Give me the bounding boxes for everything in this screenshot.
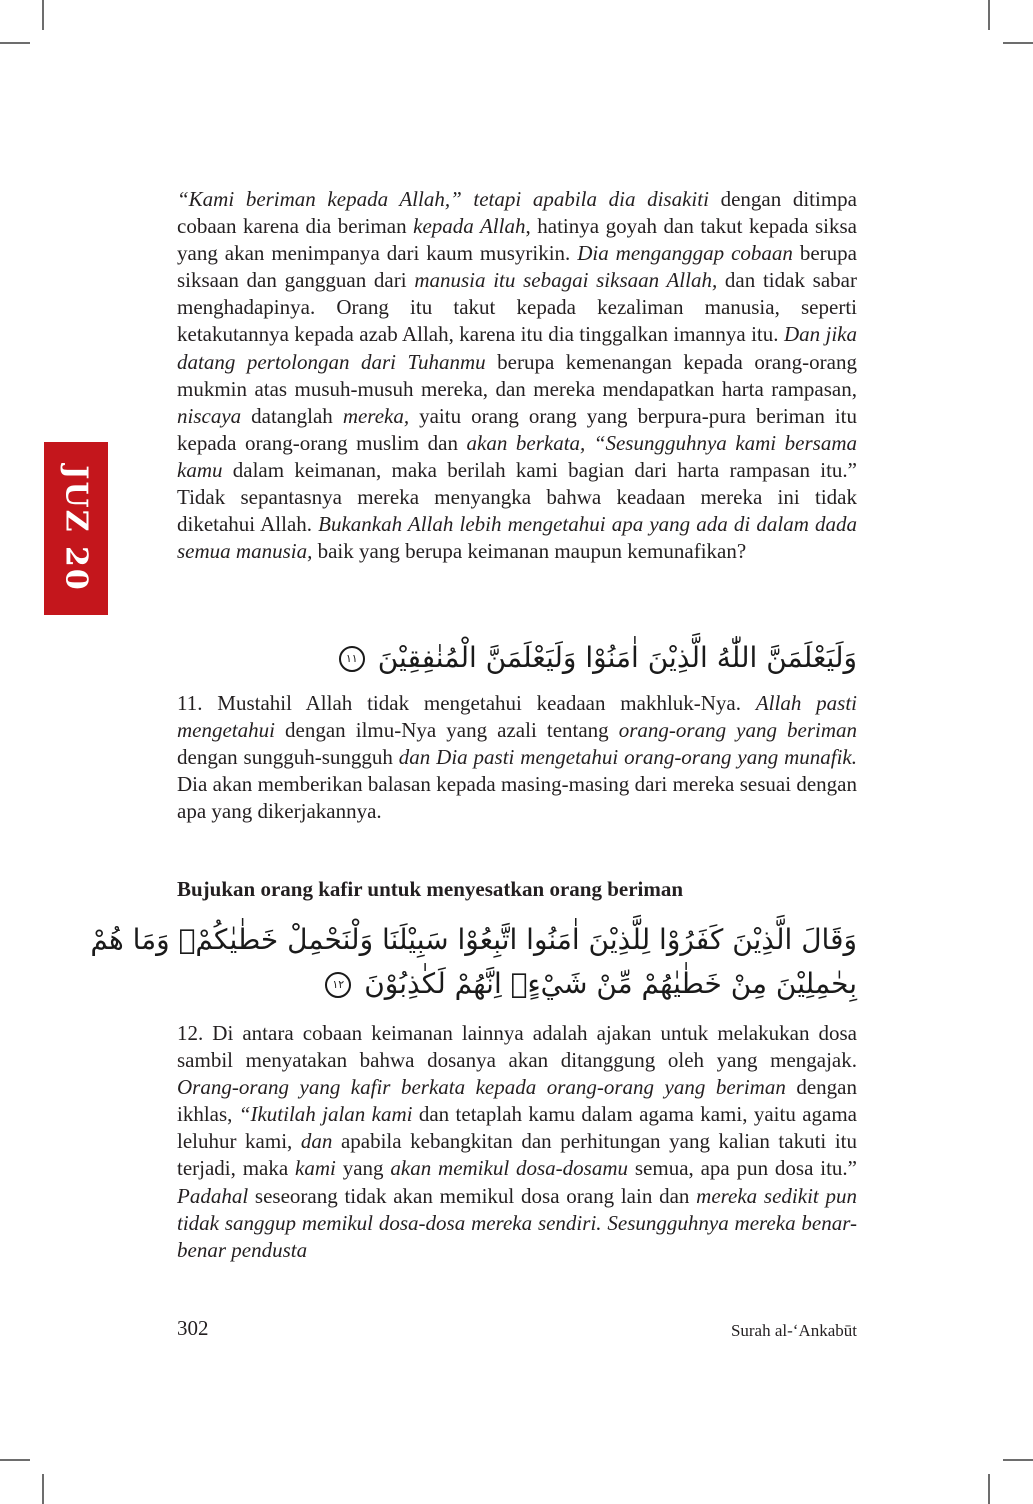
- italic-quran-text: kepada Allah: [413, 214, 526, 239]
- crop-mark-top-left-vertical: [42, 0, 44, 30]
- italic-quran-text: Dan jika datang pertolongan dari Tuhanmu: [177, 322, 858, 374]
- commentary-text: dengan sungguh-sungguh: [177, 745, 399, 770]
- commentary-12: [177, 1020, 857, 1264]
- commentary-text: datanglah: [241, 403, 343, 428]
- crop-mark-bottom-right-horizontal: [1003, 1459, 1033, 1461]
- commentary-text: berupa siksaan dan gangguan dari: [177, 241, 857, 293]
- italic-quran-text: sanggup memikul dosa-dosa mereka sendiri. Sesungguhnya mereka benar-benar pendusta: [177, 1210, 857, 1262]
- commentary-paragraph: [177, 690, 857, 825]
- commentary-text: yang: [335, 1156, 391, 1181]
- juz-side-tab: [44, 442, 108, 615]
- crop-mark-bottom-left-horizontal: [0, 1459, 30, 1461]
- italic-quran-text: Bukankah Allah lebih mengetahui apa yang ada di dalam dada semua manusia,: [177, 512, 857, 564]
- section-heading: Bujukan orang kafir untuk menyesatkan orang beriman: [177, 877, 684, 901]
- body-paragraph: [177, 186, 857, 565]
- section-block: [177, 876, 857, 903]
- commentary-text: berupa kemenangan kepada orang-orang mukmin atas musuh-musuh mereka, dan mereka mendapatkan harta rampasan,: [177, 349, 857, 401]
- crop-mark-top-right-vertical: [988, 0, 990, 30]
- commentary-text: apabila kebangkitan dan perhitungan yang kalian takuti itu terjadi, maka: [177, 1129, 857, 1181]
- commentary-text: dan tidak sabar menghadapinya. Orang itu takut kepada kezaliman manusia, seperti ketakutannya kepada azab Allah, karena itu dia tinggalkan imannya itu.: [177, 268, 857, 347]
- italic-quran-text: mereka,: [342, 403, 410, 428]
- crop-mark-top-right-horizontal: [1003, 42, 1033, 44]
- commentary-text: , hatinya goyah dan takut kepada siksa yang akan menimpanya dari kaum musyrikin.: [177, 214, 857, 266]
- italic-quran-text: Allah pasti mengetahui: [177, 691, 857, 743]
- italic-quran-text: dan: [300, 1129, 333, 1154]
- commentary-text: 12. Di antara cobaan keimanan lainnya adalah ajakan untuk melakukan dosa sambil menyatakan bahwa dosanya akan ditanggung oleh yang mengajak.: [177, 1021, 857, 1073]
- commentary-text: dalam keimanan, maka berilah kami bagian dari harta rampasan itu.” Tidak sepantasnya mereka menyangka bahwa keadaan mereka ini tidak diketahui Allah.: [177, 457, 857, 537]
- commentary-11: [177, 690, 857, 825]
- italic-quran-text: manusia itu sebagai siksaan Allah,: [414, 268, 718, 293]
- running-title: Surah al-‘Ankabūt: [730, 1321, 857, 1340]
- commentary-text: seseorang tidak akan memikul dosa orang lain dan: [248, 1183, 697, 1208]
- commentary-text: semua, apa pun dosa itu.”: [628, 1156, 857, 1181]
- commentary-text: dan tetaplah kamu dalam agama kami, yaitu agama leluhur kami,: [177, 1102, 857, 1154]
- ayah-number-marker-icon: ١١: [339, 646, 365, 672]
- italic-quran-text: kami: [295, 1156, 336, 1181]
- commentary-text: dengan ikhlas,: [177, 1075, 857, 1127]
- italic-quran-text: niscaya: [177, 403, 242, 428]
- italic-quran-text: mereka sedikit pun tidak: [177, 1183, 857, 1235]
- paragraph-continuation: [177, 186, 857, 565]
- arabic-verse-line-2: [177, 962, 857, 1006]
- commentary-paragraph: [177, 1020, 857, 1264]
- italic-quran-text: “Ikutilah jalan kami: [238, 1102, 413, 1127]
- arabic-verse-text: وَلَيَعْلَمَنَّ اللّٰهُ الَّذِيْنَ اٰمَنُوْا وَلَيَعْلَمَنَّ الْمُنٰفِقِيْنَ: [377, 641, 857, 674]
- juz-label: JUZ 20: [58, 465, 94, 592]
- commentary-text: baik yang berupa keimanan maupun kemunafikan?: [312, 539, 747, 564]
- crop-mark-bottom-left-vertical: [42, 1474, 44, 1504]
- page-number: 302: [177, 1316, 209, 1340]
- crop-mark-top-left-horizontal: [0, 42, 30, 44]
- arabic-verse-line-1: وَقَالَ الَّذِيْنَ كَفَرُوْا لِلَّذِيْنَ اٰمَنُوا اتَّبِعُوْا سَبِيْلَنَا وَلْنَحْمِلْ خَطٰيٰكُمْۗ وَمَا هُمْ: [90, 923, 857, 956]
- italic-quran-text: “Kami beriman kepada Allah,” tetapi apabila dia disakiti: [177, 187, 709, 211]
- arabic-verse-text: بِحٰمِلِيْنَ مِنْ خَطٰيٰهُمْ مِّنْ شَيْءٍۗ اِنَّهُمْ لَكٰذِبُوْنَ: [364, 967, 857, 1000]
- arabic-verse-11: [177, 636, 857, 680]
- commentary-text: 11. Mustahil Allah tidak mengetahui keadaan makhluk-Nya.: [177, 691, 756, 715]
- commentary-text: Dia akan memberikan balasan kepada masing-masing dari mereka sesuai dengan apa yang dikerjakannya.: [177, 772, 857, 824]
- italic-quran-text: dan Dia pasti mengetahui orang-orang yang munafik.: [398, 745, 857, 770]
- italic-quran-text: Padahal: [177, 1183, 249, 1208]
- commentary-text: dengan ilmu-Nya yang azali tentang: [274, 718, 619, 743]
- italic-quran-text: orang-orang yang beriman: [618, 718, 858, 743]
- italic-quran-text: Orang-orang yang kafir berkata kepada orang-orang yang beriman: [177, 1075, 786, 1100]
- italic-quran-text: akan berkata, “Sesungguhnya kami bersama kamu: [177, 430, 857, 482]
- ayah-number-marker-icon: ١٢: [325, 972, 351, 998]
- commentary-text: yaitu orang orang yang berpura-pura beriman itu kepada orang-orang muslim dan: [177, 403, 857, 455]
- italic-quran-text: akan memikul dosa-dosamu: [390, 1156, 629, 1181]
- commentary-text: dengan ditimpa cobaan karena dia beriman: [177, 187, 857, 239]
- italic-quran-text: Dia menganggap cobaan: [577, 241, 793, 266]
- crop-mark-bottom-right-vertical: [988, 1474, 990, 1504]
- arabic-verse-12: [90, 918, 857, 1006]
